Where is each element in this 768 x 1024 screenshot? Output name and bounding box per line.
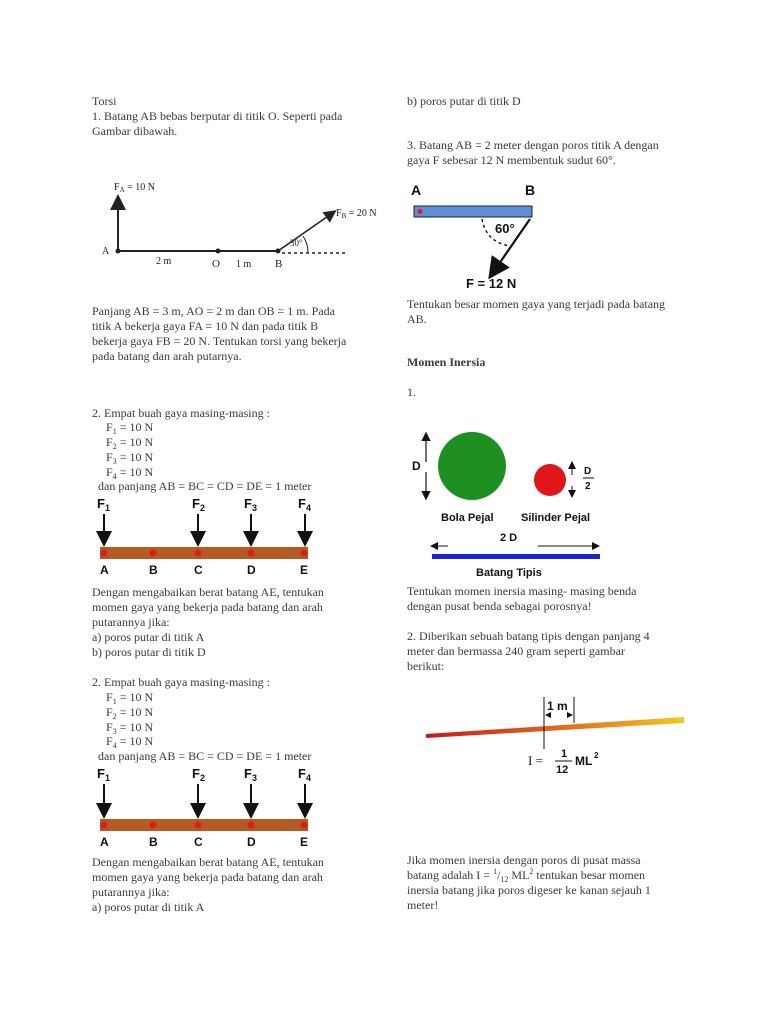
q2a-desc-3: putarannya jika: — [92, 615, 170, 629]
momen-inersia-title: Momen Inersia — [407, 355, 486, 369]
svg-text:E: E — [300, 563, 309, 577]
q3-line1: 3. Batang AB = 2 meter dengan poros titik A dengan — [407, 138, 659, 152]
q2a-point-a — [101, 550, 108, 557]
q2a-f1-label: $F_1$ — [97, 496, 110, 513]
q2a-point-e — [301, 550, 308, 557]
q2a-intro: 2. Empat buah gaya masing-masing : — [92, 406, 270, 420]
q2a-force-2: $F_2 = 10$ N — [106, 435, 154, 451]
q3-line2: gaya F sebesar 12 N membentuk sudut 60°. — [407, 153, 616, 167]
svg-text:1: 1 — [561, 748, 568, 760]
rod-dist-label: 1 m — [547, 699, 568, 713]
svg-text:E: E — [300, 835, 309, 849]
q2a-force-4: $F_4 = 10$ N — [106, 465, 154, 481]
q2b-desc-2: momen gaya yang bekerja pada batang dan arah — [92, 870, 323, 884]
q2b-rod — [100, 819, 308, 831]
q2a-desc-2: momen gaya yang bekerja pada batang dan arah — [92, 600, 323, 614]
q2a-force-1: $F_1 = 10$ N — [106, 420, 154, 436]
bola-pejal-label: Bola Pejal — [441, 512, 494, 524]
q3-rod — [414, 206, 532, 217]
q1-desc-1: Panjang AB = 3 m, AO = 2 m dan OB = 1 m. Pada — [92, 304, 335, 318]
svg-text:C: C — [194, 563, 203, 577]
two-d-label: 2 D — [500, 532, 518, 544]
q2a-f2-label: $F_2$ — [192, 496, 205, 513]
q1-desc-2: titik A bekerja gaya FA = 10 N dan pada titik B — [92, 319, 319, 333]
svg-text:12: 12 — [556, 764, 569, 776]
q3-desc-2: AB. — [407, 312, 427, 326]
svg-text:C: C — [194, 835, 203, 849]
q3-figure — [408, 182, 548, 292]
q2b-force-1: $F_1 = 10$ N — [106, 690, 154, 706]
q2b-f4-label: $F_4$ — [298, 766, 311, 783]
q3-desc-1: Tentukan besar momen gaya yang terjadi pada batang — [407, 297, 666, 311]
q2b-continuation: b) poros putar di titik D — [407, 94, 521, 108]
half-d-den: 2 — [585, 481, 591, 492]
svg-text:A: A — [100, 835, 109, 849]
q2b-desc-3: putarannya jika: — [92, 885, 170, 899]
q1-point-b: B — [275, 258, 283, 270]
q1-point-a: A — [102, 246, 110, 257]
q1-fb-label: $F_B = 20$ N — [336, 208, 377, 220]
q2a-desc-5: b) poros putar di titik D — [92, 645, 206, 659]
inersia-q2-desc-2: meter dan bermassa 240 gram seperti gambar — [407, 644, 625, 658]
q3-angle: 60° — [495, 221, 515, 236]
q1-point-o: O — [212, 258, 220, 270]
q1-dist-ao: 2 m — [156, 256, 172, 267]
q1-figure — [98, 176, 398, 276]
inersia-rod-figure — [424, 695, 690, 785]
q2a-desc-1: Dengan mengabaikan berat batang AE, tentukan — [92, 585, 324, 599]
q3-force-label: F = 12 N — [466, 276, 517, 291]
q2b-f3-label: $F_3$ — [244, 766, 257, 783]
svg-text:B: B — [149, 563, 158, 577]
q2b-intro: 2. Empat buah gaya masing-masing : — [92, 675, 270, 689]
batang-tipis-label: Batang Tipis — [476, 567, 542, 579]
inersia-q2-end-4: meter! — [407, 898, 439, 912]
silinder-pejal-shape — [534, 464, 566, 496]
svg-text:2: 2 — [594, 751, 599, 760]
svg-text:A: A — [100, 563, 109, 577]
bola-pejal-shape — [438, 432, 506, 500]
q2b-force-2: $F_2 = 10$ N — [106, 705, 154, 721]
silinder-pejal-label: Silinder Pejal — [521, 512, 591, 524]
q2a-figure — [92, 494, 322, 580]
q2b-length: dan panjang AB = BC = CD = DE = 1 meter — [98, 749, 312, 763]
q1-force-b-arrow — [278, 212, 334, 251]
inersia-q2-desc-1: 2. Diberikan sebuah batang tipis dengan panjang 4 — [407, 629, 650, 643]
svg-text:D: D — [247, 563, 256, 577]
q2b-f1-label: $F_1$ — [97, 766, 110, 783]
q1-line1: 1. Batang AB bebas berputar di titik O. Seperti pada — [92, 109, 343, 123]
q2b-f2-label: $F_2$ — [192, 766, 205, 783]
q2b-force-4: $F_4 = 10$ N — [106, 734, 154, 750]
inersia-q2-end-2: batang adalah $I = ^1/_{12}$ $ML^2$ tentukan besar momen — [407, 867, 646, 884]
inersia-q2-end-1: Jika momen inersia dengan poros di pusat massa — [407, 853, 641, 867]
q3-point-b: B — [525, 182, 536, 198]
q3-point-a: A — [411, 182, 422, 198]
q2b-force-3: $F_3 = 10$ N — [106, 720, 154, 736]
inersia-q2-end-3: inersia batang jika poros digeser ke kanan sejauh 1 — [407, 883, 651, 897]
inersia-figure — [408, 428, 608, 580]
inersia-q1-desc-1: Tentukan momen inersia masing- masing benda — [407, 584, 637, 598]
q2a-f3-label: $F_3$ — [244, 496, 257, 513]
q1-angle: 30° — [290, 238, 303, 248]
q1-desc-3: bekerja gaya FB = 20 N. Tentukan torsi yang bekerja — [92, 334, 347, 348]
q2b-desc-1: Dengan mengabaikan berat batang AE, tentukan — [92, 855, 324, 869]
thin-rod-shape — [426, 717, 684, 738]
formula-ml: ML — [575, 754, 593, 768]
inersia-q1-desc-2: dengan pusat benda sebagai porosnya! — [407, 599, 592, 613]
q1-line2: Gambar dibawah. — [92, 124, 178, 138]
batang-tipis-shape — [432, 554, 600, 559]
q1-desc-4: pada batang dan arah putarnya. — [92, 349, 242, 363]
q2a-desc-4: a) poros putar di titik A — [92, 630, 205, 644]
svg-text:D: D — [247, 835, 256, 849]
svg-text:B: B — [149, 835, 158, 849]
q3-pivot — [418, 209, 423, 214]
inersia-d-label: D — [412, 459, 421, 473]
q2a-length: dan panjang AB = BC = CD = DE = 1 meter — [98, 479, 312, 493]
q2a-rod — [100, 547, 308, 559]
q2a-force-3: $F_3 = 10$ N — [106, 450, 154, 466]
formula-i: I = — [528, 753, 543, 768]
inersia-q1-number: 1. — [407, 385, 416, 399]
q2a-f4-label: $F_4$ — [298, 496, 311, 513]
q2a-point-d — [248, 550, 255, 557]
q2a-point-c — [195, 550, 202, 557]
q1-angle-arc — [303, 236, 308, 253]
q2a-point-b — [150, 550, 157, 557]
q1-fa-label: $F_A = 10$ N — [114, 182, 155, 194]
q2b-figure — [92, 764, 322, 850]
half-d-num: D — [584, 466, 592, 477]
section-title-torsi: Torsi — [92, 94, 117, 108]
q2b-desc-4: a) poros putar di titik A — [92, 900, 205, 914]
inersia-q2-desc-3: berikut: — [407, 659, 445, 673]
q1-dist-ob: 1 m — [236, 259, 252, 270]
